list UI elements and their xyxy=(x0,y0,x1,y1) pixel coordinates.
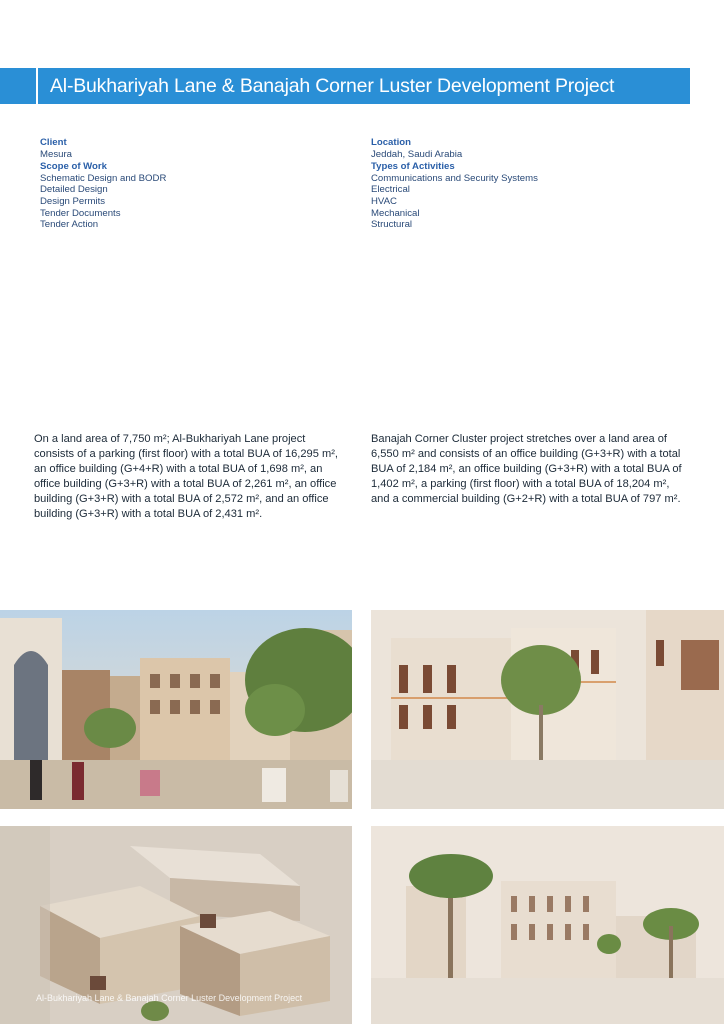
street-scene-photo xyxy=(0,610,352,809)
scope-item: Tender Action xyxy=(40,219,99,231)
description-right: Banajah Corner Cluster project stretches over a land area of 6,550 m² and consists of an office building (G+3+R) with a total BUA of 2,184 m², an office building (G+3+R) with a total BUA of 1,402 m², a parking (first floor) with a total BUA of 18,204 m², and a commercial building (G+2+R) with a total BUA of 797 m². xyxy=(371,433,682,506)
palm-street-render-illustration xyxy=(371,826,724,1024)
street-scene-illustration xyxy=(0,610,352,809)
info-right xyxy=(371,137,538,231)
activity-item: Structural xyxy=(371,219,413,231)
scope-item: Detailed Design xyxy=(40,184,108,196)
scope-item: Schematic Design and BODR xyxy=(40,172,167,184)
scope-item: Tender Documents xyxy=(40,207,121,219)
activity-item: Mechanical xyxy=(371,207,420,219)
photo-caption: Al-Bukhariyah Lane & Banajah Corner Luster Development Project xyxy=(36,993,303,1003)
plaza-render-illustration xyxy=(371,610,724,809)
info-left xyxy=(40,137,166,231)
page-title: Al-Bukhariyah Lane & Banajah Corner Luster Development Project xyxy=(50,74,615,97)
title-bar xyxy=(38,68,690,104)
palm-street-render-photo xyxy=(371,826,724,1024)
description-left: On a land area of 7,750 m²; Al-Bukhariyah Lane project consists of a parking (first floor) with a total BUA of 16,295 m², an office building (G+4+R) with a total BUA of 1,698 m², an office building (G+3+R) with a total BUA of 2,261 m², an office building (G+3+R) with a total BUA of 2,572 m², and an office building (G+3+R) with a total BUA of 2,431 m². xyxy=(34,433,338,521)
location-value: Jeddah, Saudi Arabia xyxy=(371,148,463,160)
location-label: Location xyxy=(371,137,411,148)
activity-item: Electrical xyxy=(371,184,410,196)
accent-bar xyxy=(0,68,36,104)
client-label: Client xyxy=(40,137,67,148)
activity-item: HVAC xyxy=(371,195,397,207)
activity-item: Communications and Security Systems xyxy=(371,172,538,184)
scope-item: Design Permits xyxy=(40,195,106,207)
scope-label: Scope of Work xyxy=(40,161,107,173)
client-value: Mesura xyxy=(40,148,72,160)
plaza-render-photo xyxy=(371,610,724,809)
activities-label: Types of Activities xyxy=(371,161,455,173)
